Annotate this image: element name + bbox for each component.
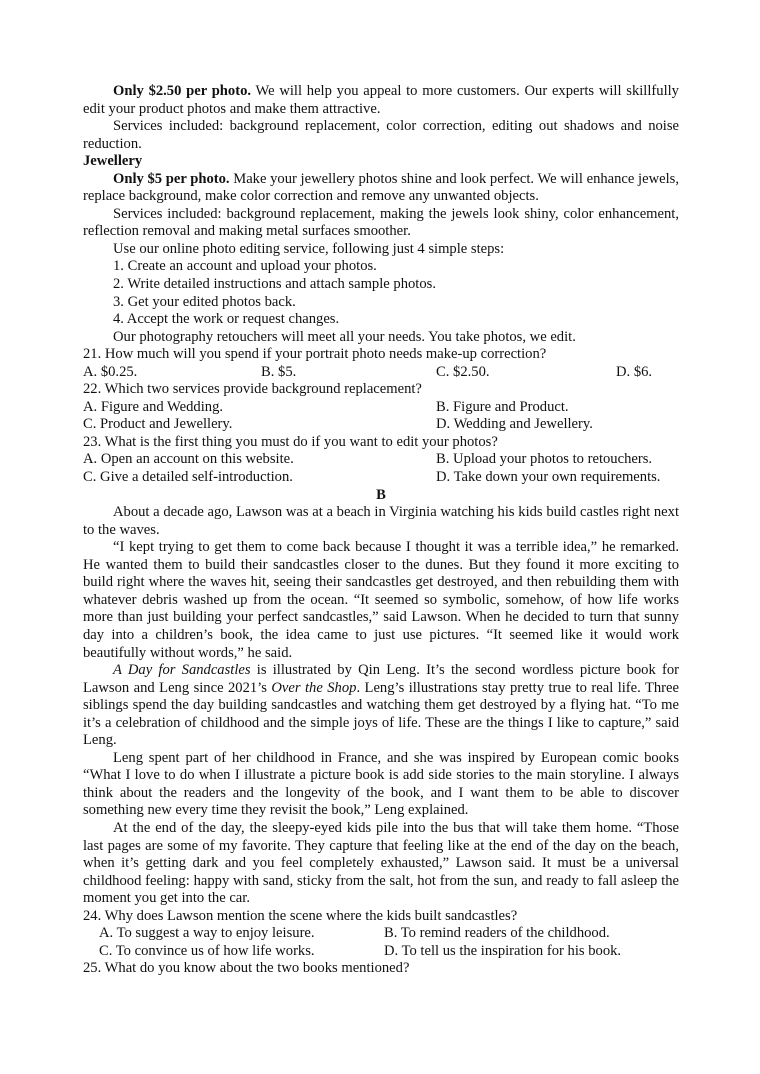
question-24-options-row-1 [83,925,679,943]
option-a: A. Figure and Wedding. [83,398,224,415]
option-d: D. $6. [616,363,653,380]
step-item: 1. Create an account and upload your photos. [113,258,377,275]
question-23-options-row-1 [83,451,679,469]
book-title: A Day for Sandcastles [113,662,251,679]
option-c: C. $2.50. [436,363,490,380]
option-d: D. To tell us the inspiration for his book. [384,942,622,959]
question-21-options [83,364,679,382]
step-item: 4. Accept the work or request changes. [113,311,340,328]
intro-paragraph-2: Services included: background replacement, color correction, editing out shadows and noise reduction. [83,118,679,152]
jewellery-paragraph-2: Services included: background replacement, making the jewels look shiny, color enhancement, reflection removal and making metal surfaces smoother. [83,205,679,240]
passage-paragraph-1: About a decade ago, Lawson was at a beach in Virginia watching his kids build castles right next to the waves. [83,504,679,538]
document-page [83,83,679,978]
jewellery-paragraph-1: Only $5 per photo. Make your jewellery photos shine and look perfect. We will enhance jewels, replace background, make color correction and remove any unwanted objects. [83,170,679,205]
step-item: 3. Get your edited photos back. [113,293,296,310]
section-b-label: B [376,486,386,503]
option-d: D. Wedding and Jewellery. [436,416,593,433]
question-24: 24. Why does Lawson mention the scene where the kids built sandcastles? [83,907,518,924]
question-23-options-row-2 [83,469,679,487]
jewellery-heading: Jewellery [83,153,143,170]
book-title: Over the Shop [271,679,357,696]
option-a: A. Open an account on this website. [83,451,294,468]
option-b: B. $5. [261,363,297,380]
question-22-options-row-2 [83,416,679,434]
option-a: A. $0.25. [83,363,138,380]
steps-intro: Use our online photo editing service, following just 4 simple steps: [113,240,505,257]
option-b: B. Upload your photos to retouchers. [436,451,653,468]
question-23: 23. What is the first thing you must do if you want to edit your photos? [83,433,498,450]
price-highlight: Only $5 per photo. [113,170,230,187]
question-22-options-row-1 [83,399,679,417]
option-b: B. Figure and Product. [436,398,569,415]
question-22: 22. Which two services provide background replacement? [83,381,422,398]
steps-closing: Our photography retouchers will meet all your needs. You take photos, we edit. [113,328,576,345]
option-a: A. To suggest a way to enjoy leisure. [99,925,315,942]
option-d: D. Take down your own requirements. [436,469,661,486]
option-c: C. Give a detailed self-introduction. [83,469,293,486]
price-highlight: Only $2.50 per photo. [113,83,252,99]
question-25: 25. What do you know about the two books mentioned? [83,960,410,977]
passage-paragraph-3: A Day for Sandcastles is illustrated by Qin Leng. It’s the second wordless picture book for Lawson and Leng since 2021’s Over the Shop. Leng’s illustrations stay pretty true to real life. Three siblings spend the day building sandcastles and watching them get destroyed by a flying hat. “To me it’s a celebration of childhood and the simple joys of life. These are the things I like to capture,” said Leng. [83,662,679,749]
intro-paragraph-1: Only $2.50 per photo. We will help you appeal to more customers. Our experts will skillfully edit your product photos and make them attractive. [83,83,679,117]
option-c: C. To convince us of how life works. [99,942,315,959]
option-b: B. To remind readers of the childhood. [384,925,610,942]
passage-paragraph-4: Leng spent part of her childhood in France, and she was inspired by European comic books “What I love to do when I illustrate a picture book is add side stories to the main storyline. I always think about the readers and the longevity of the book, and I want them to be able to discover something new every time they revisit the book,” Leng explained. [83,749,679,819]
step-item: 2. Write detailed instructions and attach sample photos. [113,276,436,293]
passage-paragraph-5: At the end of the day, the sleepy-eyed kids pile into the bus that will take them home. “Those last pages are some of my favorite. They capture that feeling like at the end of the day on the beach, when it’s getting dark and you feel completely exhausted,” Lawson said. It must be a universal childhood feeling: happy with sand, sticky from the salt, hot from the sun, and ready to fall asleep the moment you get into the car. [83,819,679,907]
question-21: 21. How much will you spend if your portrait photo needs make-up correction? [83,346,547,363]
question-24-options-row-2 [83,943,679,961]
option-c: C. Product and Jewellery. [83,416,233,433]
passage-paragraph-2: “I kept trying to get them to come back because I thought it was a terrible idea,” he remarked. He wanted them to build their sandcastles closer to the dunes. But they found it more exciting to build right where the waves hit, seeing their sandcastles get destroyed, and then rebuilding them with whatever debris washed up from the ocean. “It seemed so symbolic, somehow, of how life works more than just building your perfect sandcastles,” said Lawson. When he decided to turn that sunny day into a children’s book, the idea came to just use pictures. “It seemed like it would work beautifully without words,” he said. [83,539,679,661]
